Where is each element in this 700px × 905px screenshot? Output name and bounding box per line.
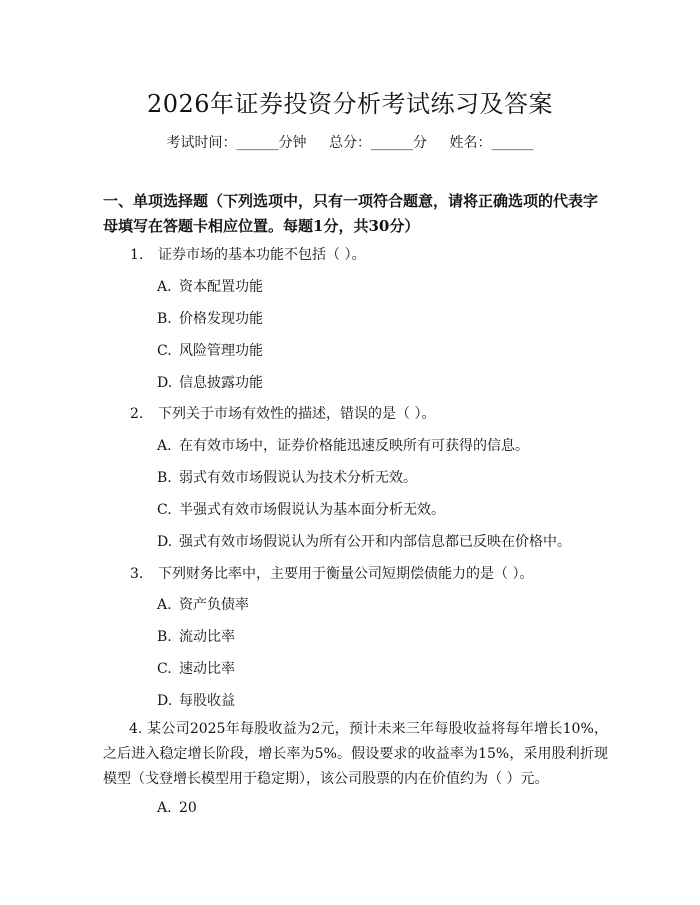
option-3c — [157, 658, 235, 678]
question-number: 3. — [130, 566, 144, 582]
option-1c — [157, 340, 263, 360]
name-field: 姓名：______ — [449, 135, 534, 151]
option-text: 弱式有效市场假说认为技术分析无效。 — [179, 470, 417, 486]
question-text: 证券市场的基本功能不包括（ ）。 — [158, 247, 366, 263]
option-letter: C. — [157, 661, 172, 677]
option-1b — [157, 308, 263, 328]
option-letter: A. — [157, 800, 172, 816]
exam-time-field: 考试时间：______分钟 — [166, 135, 307, 151]
option-text: 资产负债率 — [179, 597, 249, 613]
option-text: 强式有效市场假说认为所有公开和内部信息都已反映在价格中。 — [179, 534, 571, 550]
option-2c — [157, 499, 445, 519]
option-letter: D. — [157, 375, 173, 391]
option-text: 价格发现功能 — [179, 311, 263, 327]
option-text: 每股收益 — [179, 693, 235, 709]
option-letter: C. — [157, 343, 172, 359]
question-text: 下列关于市场有效性的描述，错误的是（ ）。 — [158, 406, 436, 422]
question-text: 某公司2025年每股收益为2元，预计未来三年每股收益将每年增长10%，之后进入稳定增长阶段，增长率为5%。假设要求的收益率为15%，采用股利折现模型（戈登增长模型用于稳定期），该公司股票的内在价值约为（ ）元。 — [103, 721, 608, 787]
option-letter: A. — [157, 597, 172, 613]
question-number: 4. — [129, 721, 143, 737]
option-letter: A. — [157, 438, 172, 454]
option-3a — [157, 594, 249, 614]
question-text: 下列财务比率中，主要用于衡量公司短期偿债能力的是（ ）。 — [158, 566, 534, 582]
option-4a — [157, 800, 197, 816]
option-letter: D. — [157, 693, 173, 709]
option-text: 速动比率 — [179, 661, 235, 677]
option-letter: B. — [157, 629, 172, 645]
option-text: 20 — [179, 800, 197, 816]
question-2 — [130, 403, 435, 423]
option-letter: C. — [157, 502, 172, 518]
option-1a — [157, 276, 263, 296]
option-text: 信息披露功能 — [179, 375, 263, 391]
question-1 — [130, 244, 365, 264]
question-4 — [103, 717, 608, 792]
question-number: 1. — [130, 247, 144, 263]
exam-meta — [0, 132, 700, 152]
option-2b — [157, 467, 417, 487]
option-letter: B. — [157, 311, 172, 327]
option-letter: D. — [157, 534, 173, 550]
question-3 — [130, 563, 533, 583]
option-letter: A. — [157, 279, 172, 295]
option-text: 在有效市场中，证券价格能迅速反映所有可获得的信息。 — [179, 438, 529, 454]
option-text: 风险管理功能 — [179, 343, 263, 359]
total-score-field: 总分：______分 — [329, 135, 427, 151]
option-1d — [157, 372, 263, 392]
option-2d — [157, 531, 571, 551]
option-text: 流动比率 — [179, 629, 235, 645]
section-heading: 一、单项选择题（下列选项中，只有一项符合题意，请将正确选项的代表字母填写在答题卡相应位置。每题1分，共30分） — [103, 192, 599, 235]
option-letter: B. — [157, 470, 172, 486]
option-text: 资本配置功能 — [179, 279, 263, 295]
option-3b — [157, 626, 235, 646]
option-2a — [157, 435, 529, 455]
option-text: 半强式有效市场假说认为基本面分析无效。 — [179, 502, 445, 518]
question-number: 2. — [130, 406, 144, 422]
option-3d — [157, 690, 235, 710]
page-title: 2026年证券投资分析考试练习及答案 — [146, 90, 554, 118]
